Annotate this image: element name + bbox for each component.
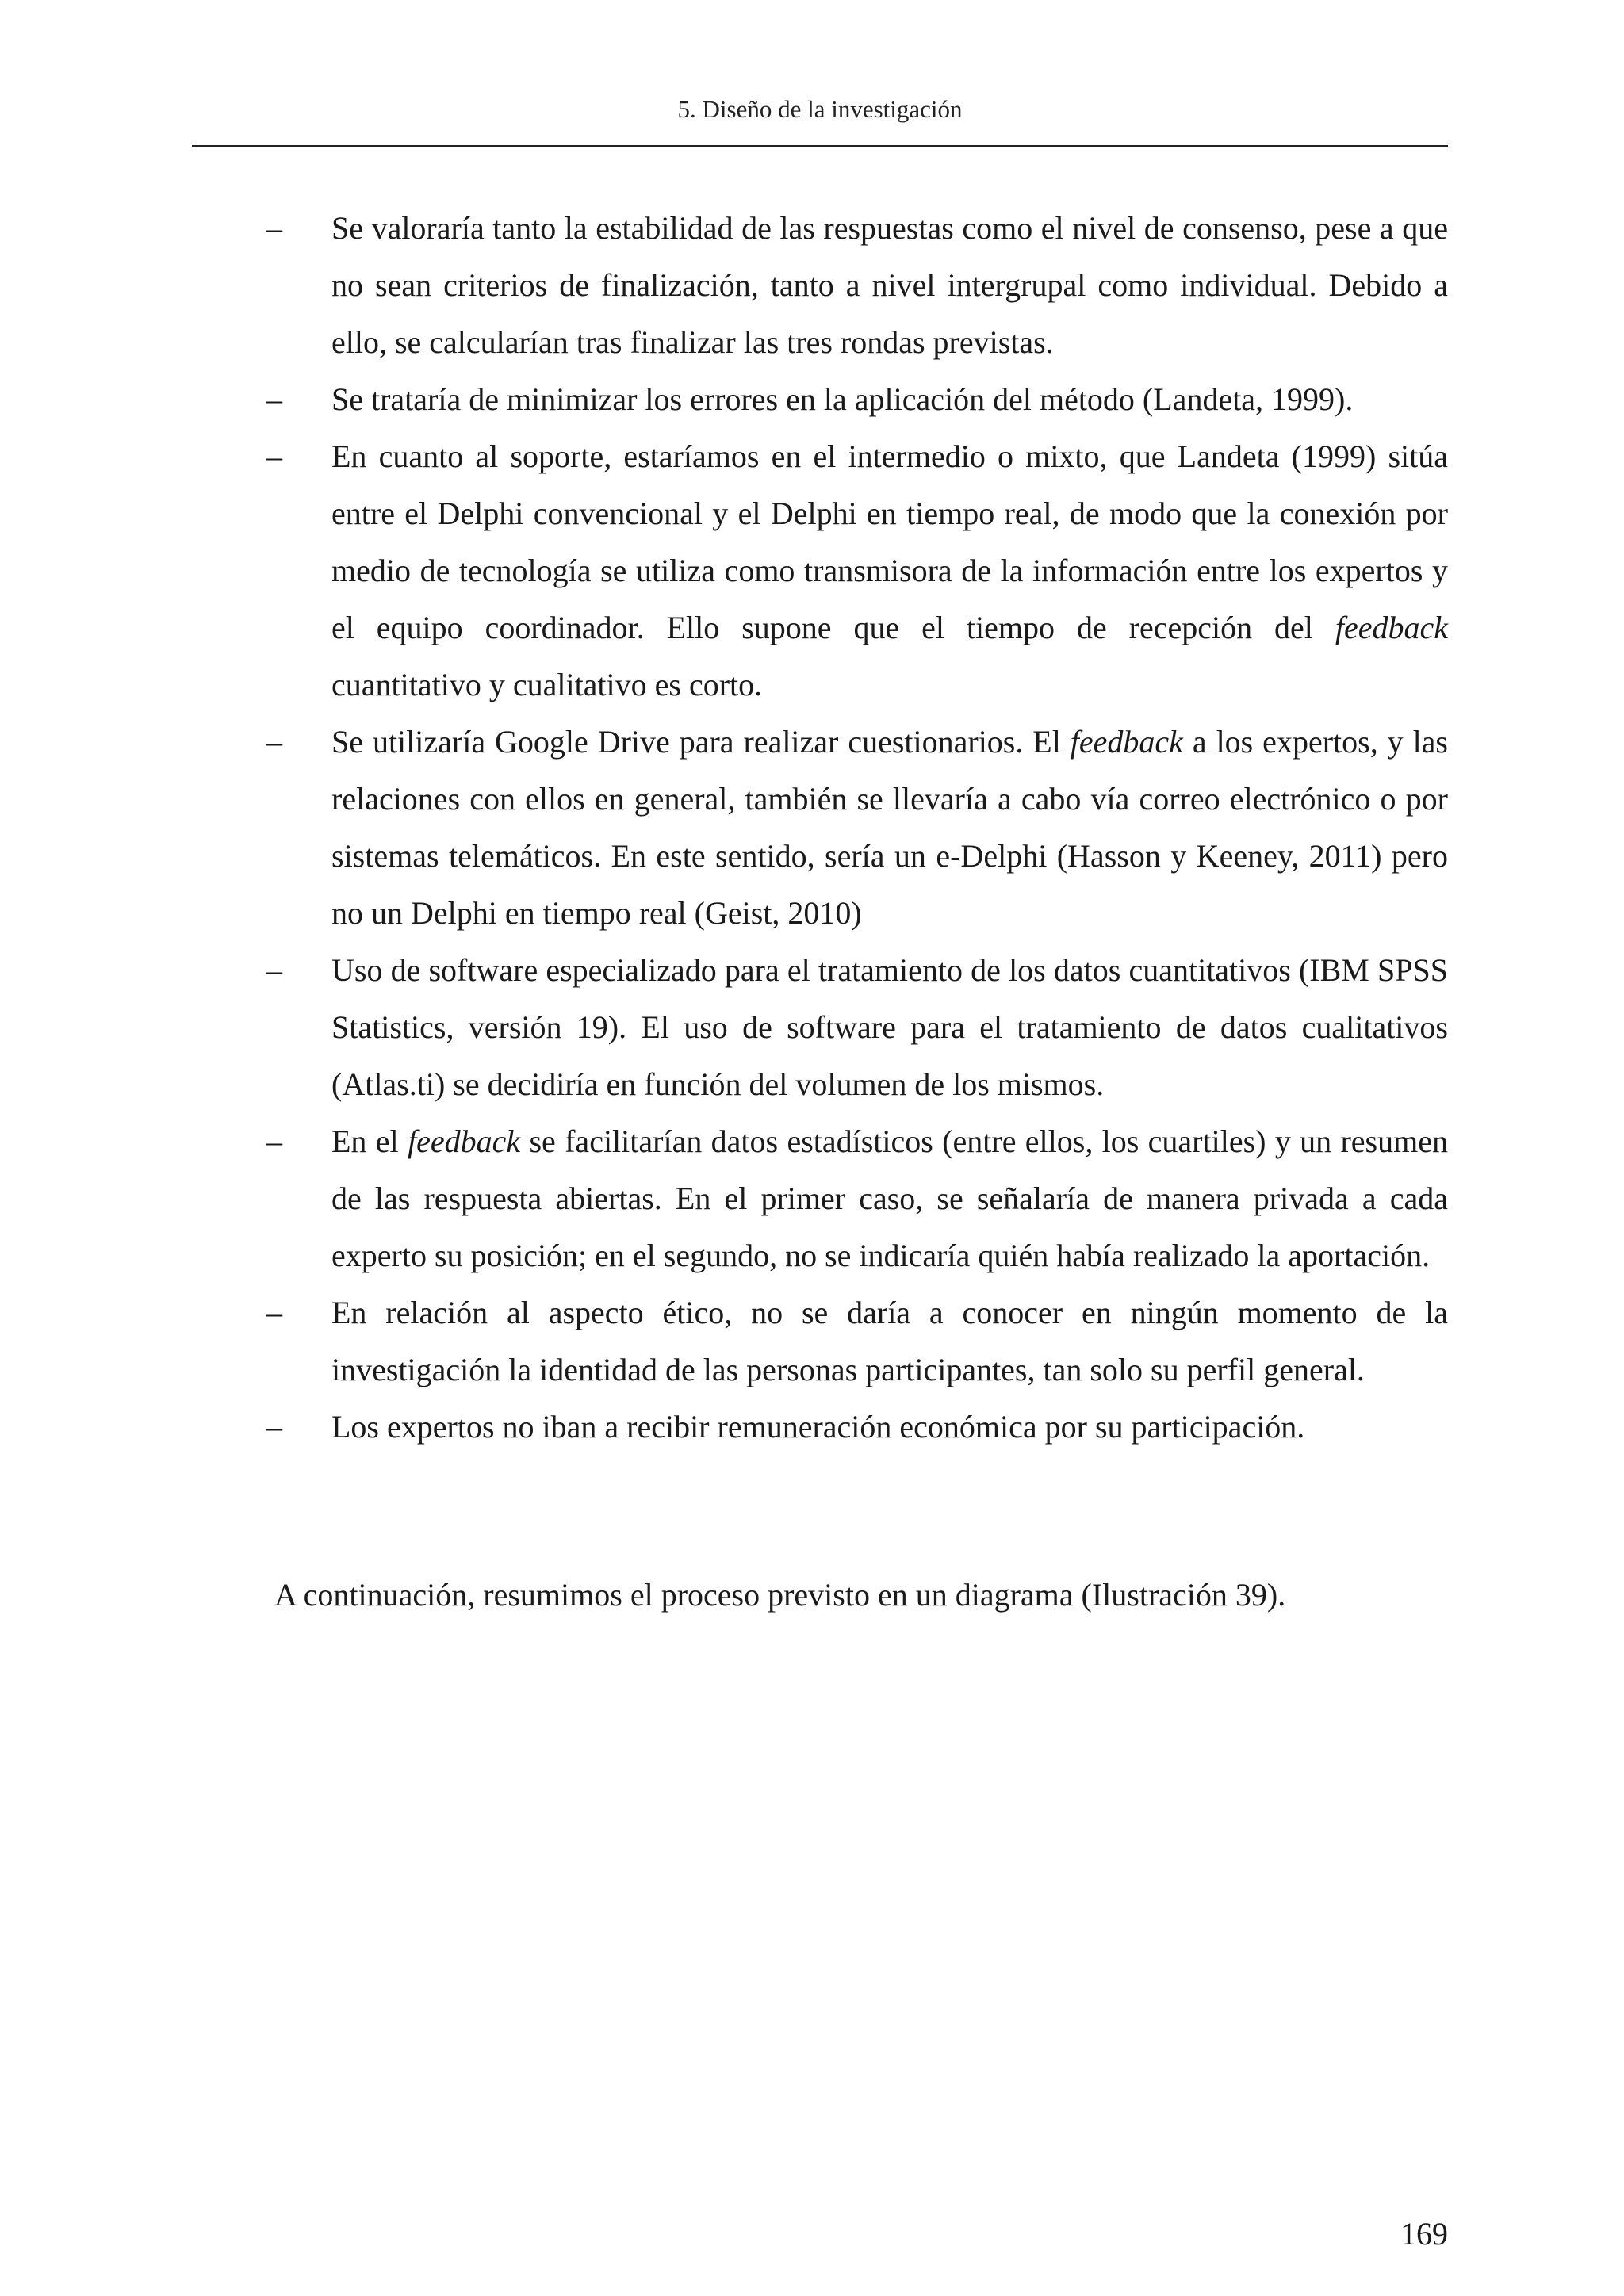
item-text: En el [331, 1123, 408, 1159]
list-item [266, 1399, 1448, 1456]
item-text: En cuanto al soporte, estaríamos en el intermedio o mixto, que Landeta (1999) sitúa entre el Delphi convencional y el Delphi en tiempo real, de modo que la conexión por medio de tecnología se utiliza como transmisora de la información entre los expertos y el equipo coordinador. Ello supone que el tiempo de recepción del [331, 438, 1448, 645]
list-item [266, 200, 1448, 371]
italic-term: feedback [1070, 724, 1183, 760]
bullet-dash: – [266, 1295, 282, 1330]
bullet-list [266, 200, 1448, 1456]
list-item [266, 942, 1448, 1113]
bullet-dash: – [266, 952, 282, 988]
page-number: 169 [1400, 2216, 1448, 2252]
bullet-dash: – [266, 381, 282, 417]
item-text: cuantitativo y cualitativo es corto. [331, 667, 763, 702]
bullet-dash: – [266, 438, 282, 474]
list-item [266, 714, 1448, 942]
closing-paragraph: A continuación, resumimos el proceso previsto en un diagrama (Ilustración 39). [274, 1577, 1286, 1613]
running-header: 5. Diseño de la investigación [677, 95, 963, 123]
item-text: se facilitarían datos estadísticos (entre ellos, los cuartiles) y un resumen de las respuesta abiertas. En el primer caso, se señalaría de manera privada a cada experto su posición; en el segundo, no se indicaría quién había realizado la aportación. [331, 1123, 1448, 1273]
item-text: En relación al aspecto ético, no se daría a conocer en ningún momento de la investigación la identidad de las personas participantes, tan solo su perfil general. [331, 1295, 1448, 1387]
item-text: Se valoraría tanto la estabilidad de las respuestas como el nivel de consenso, pese a que no sean criterios de finalización, tanto a nivel intergrupal como individual. Debido a ello, se calcularían tras finalizar las tres rondas previstas. [331, 210, 1448, 360]
item-text: a los expertos, y las relaciones con ellos en general, también se llevaría a cabo vía correo electrónico o por sistemas telemáticos. En este sentido, sería un e-Delphi (Hasson y Keeney, 2011) pero no un Delphi en tiempo real (Geist, 2010) [331, 724, 1448, 931]
list-item [266, 1113, 1448, 1284]
header-rule [192, 145, 1448, 147]
item-text: Los expertos no iban a recibir remuneración económica por su participación. [331, 1409, 1305, 1445]
bullet-dash: – [266, 210, 282, 246]
italic-term: feedback [407, 1123, 521, 1159]
list-item [266, 1284, 1448, 1399]
list-item [266, 371, 1448, 428]
item-text: Uso de software especializado para el tratamiento de los datos cuantitativos (IBM SPSS Statistics, versión 19). El uso de software para el tratamiento de datos cualitativos (Atlas.ti) se decidiría en función del volumen de los mismos. [331, 952, 1448, 1102]
italic-term: feedback [1335, 610, 1448, 645]
item-text: Se utilizaría Google Drive para realizar cuestionarios. El [331, 724, 1071, 760]
bullet-dash: – [266, 1123, 282, 1159]
list-item [266, 428, 1448, 714]
bullet-dash: – [266, 1409, 282, 1445]
bullet-dash: – [266, 724, 282, 760]
item-text: Se trataría de minimizar los errores en la aplicación del método (Landeta, 1999). [331, 381, 1354, 417]
